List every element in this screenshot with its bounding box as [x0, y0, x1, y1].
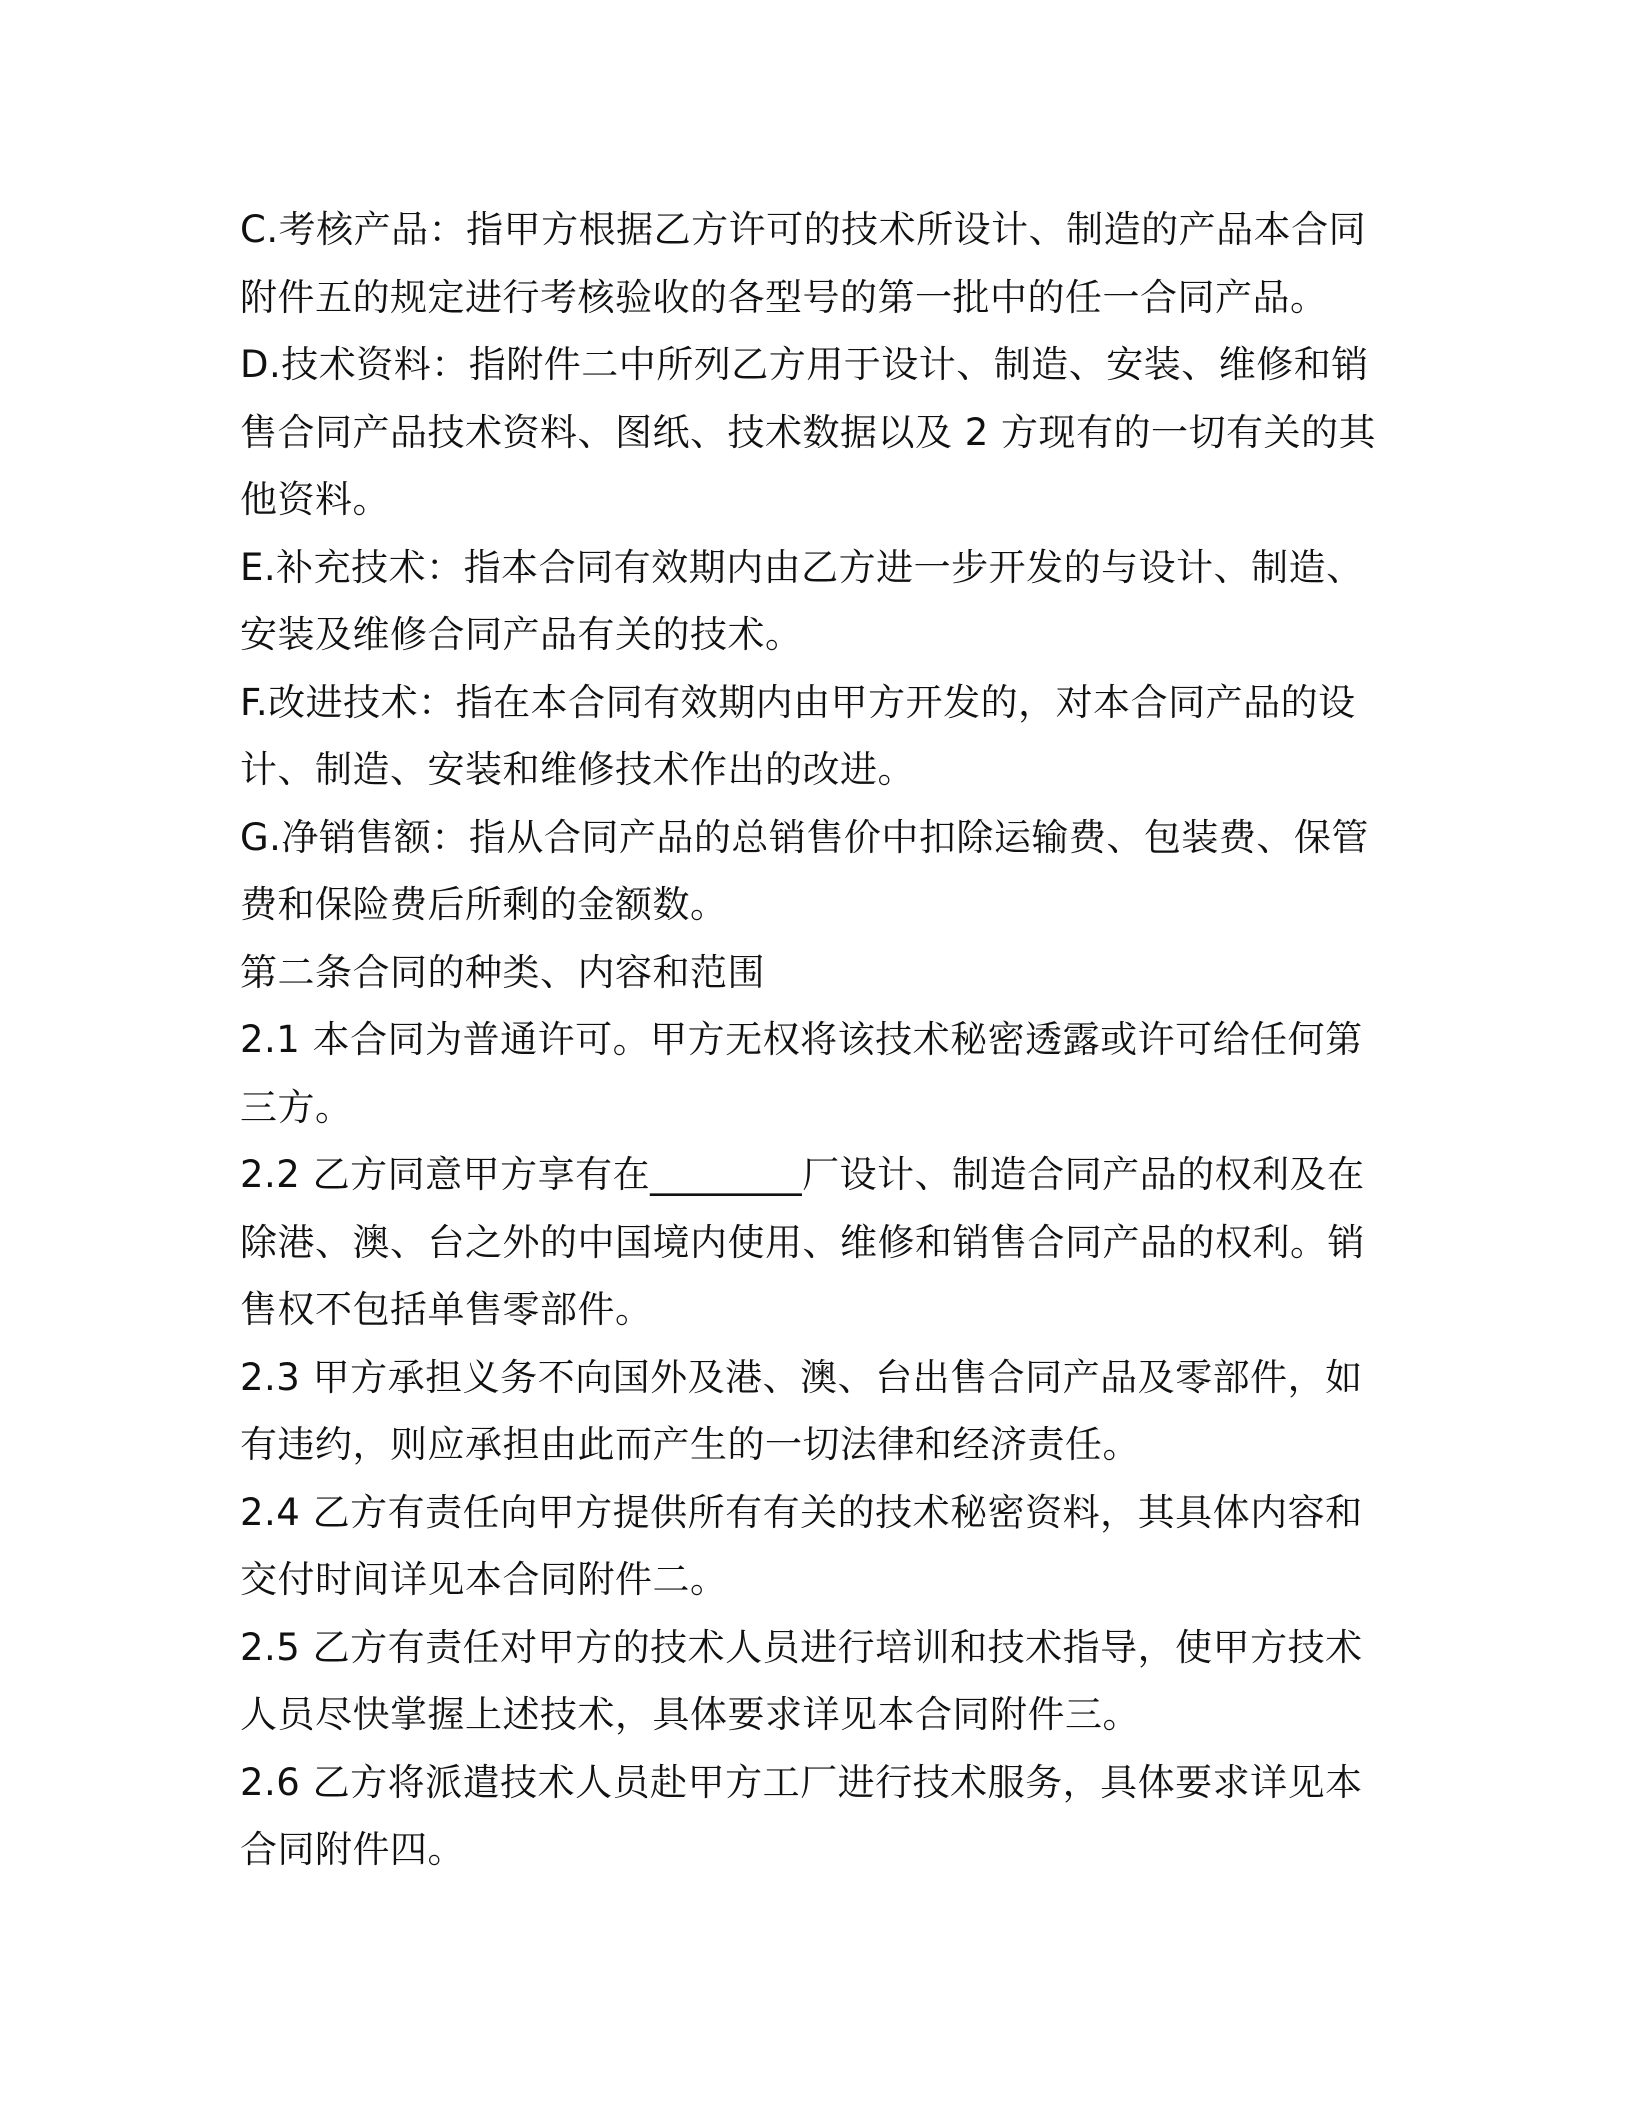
- clause-2-6: 2.6 乙方将派遣技术人员赴甲方工厂进行技术服务，具体要求详见本合同附件四。: [240, 1760, 1363, 1871]
- clause-2-5: 2.5 乙方有责任对甲方的技术人员进行培训和技术指导，使甲方技术人员尽快掌握上述技术，具体要求详见本合同附件三。: [240, 1625, 1363, 1736]
- paragraph-g-net-sales: G.净销售额：指从合同产品的总销售价中扣除运输费、包装费、保管费和保险费后所剩的金额数。: [240, 815, 1369, 926]
- paragraph-d-technical-materials: D.技术资料：指附件二中所列乙方用于设计、制造、安装、维修和销售合同产品技术资料、图纸、技术数据以及 2 方现有的一切有关的其他资料。: [240, 343, 1377, 521]
- clause-2-3: 2.3 甲方承担义务不向国外及港、澳、台出售合同产品及零部件，如有违约，则应承担由此而产生的一切法律和经济责任。: [240, 1355, 1363, 1466]
- section-heading-article-2: 第二条合同的种类、内容和范围: [240, 950, 765, 994]
- paragraph-f-improved-technology: F.改进技术：指在本合同有效期内由甲方开发的，对本合同产品的设计、制造、安装和维修技术作出的改进。: [240, 680, 1356, 791]
- document-body: [240, 196, 1400, 1884]
- paragraph-c-assessment-product: C.考核产品：指甲方根据乙方许可的技术所设计、制造的产品本合同附件五的规定进行考核验收的各型号的第一批中的任一合同产品。: [240, 208, 1367, 319]
- paragraph-e-supplementary-technology: E.补充技术：指本合同有效期内由乙方进一步开发的与设计、制造、安装及维修合同产品有关的技术。: [240, 545, 1364, 656]
- clause-2-2: 2.2 乙方同意甲方享有在________厂设计、制造合同产品的权利及在除港、澳、台之外的中国境内使用、维修和销售合同产品的权利。销售权不包括单售零部件。: [240, 1153, 1365, 1331]
- clause-2-1: 2.1 本合同为普通许可。甲方无权将该技术秘密透露或许可给任何第三方。: [240, 1018, 1363, 1129]
- clause-2-4: 2.4 乙方有责任向甲方提供所有有关的技术秘密资料，其具体内容和交付时间详见本合同附件二。: [240, 1490, 1363, 1601]
